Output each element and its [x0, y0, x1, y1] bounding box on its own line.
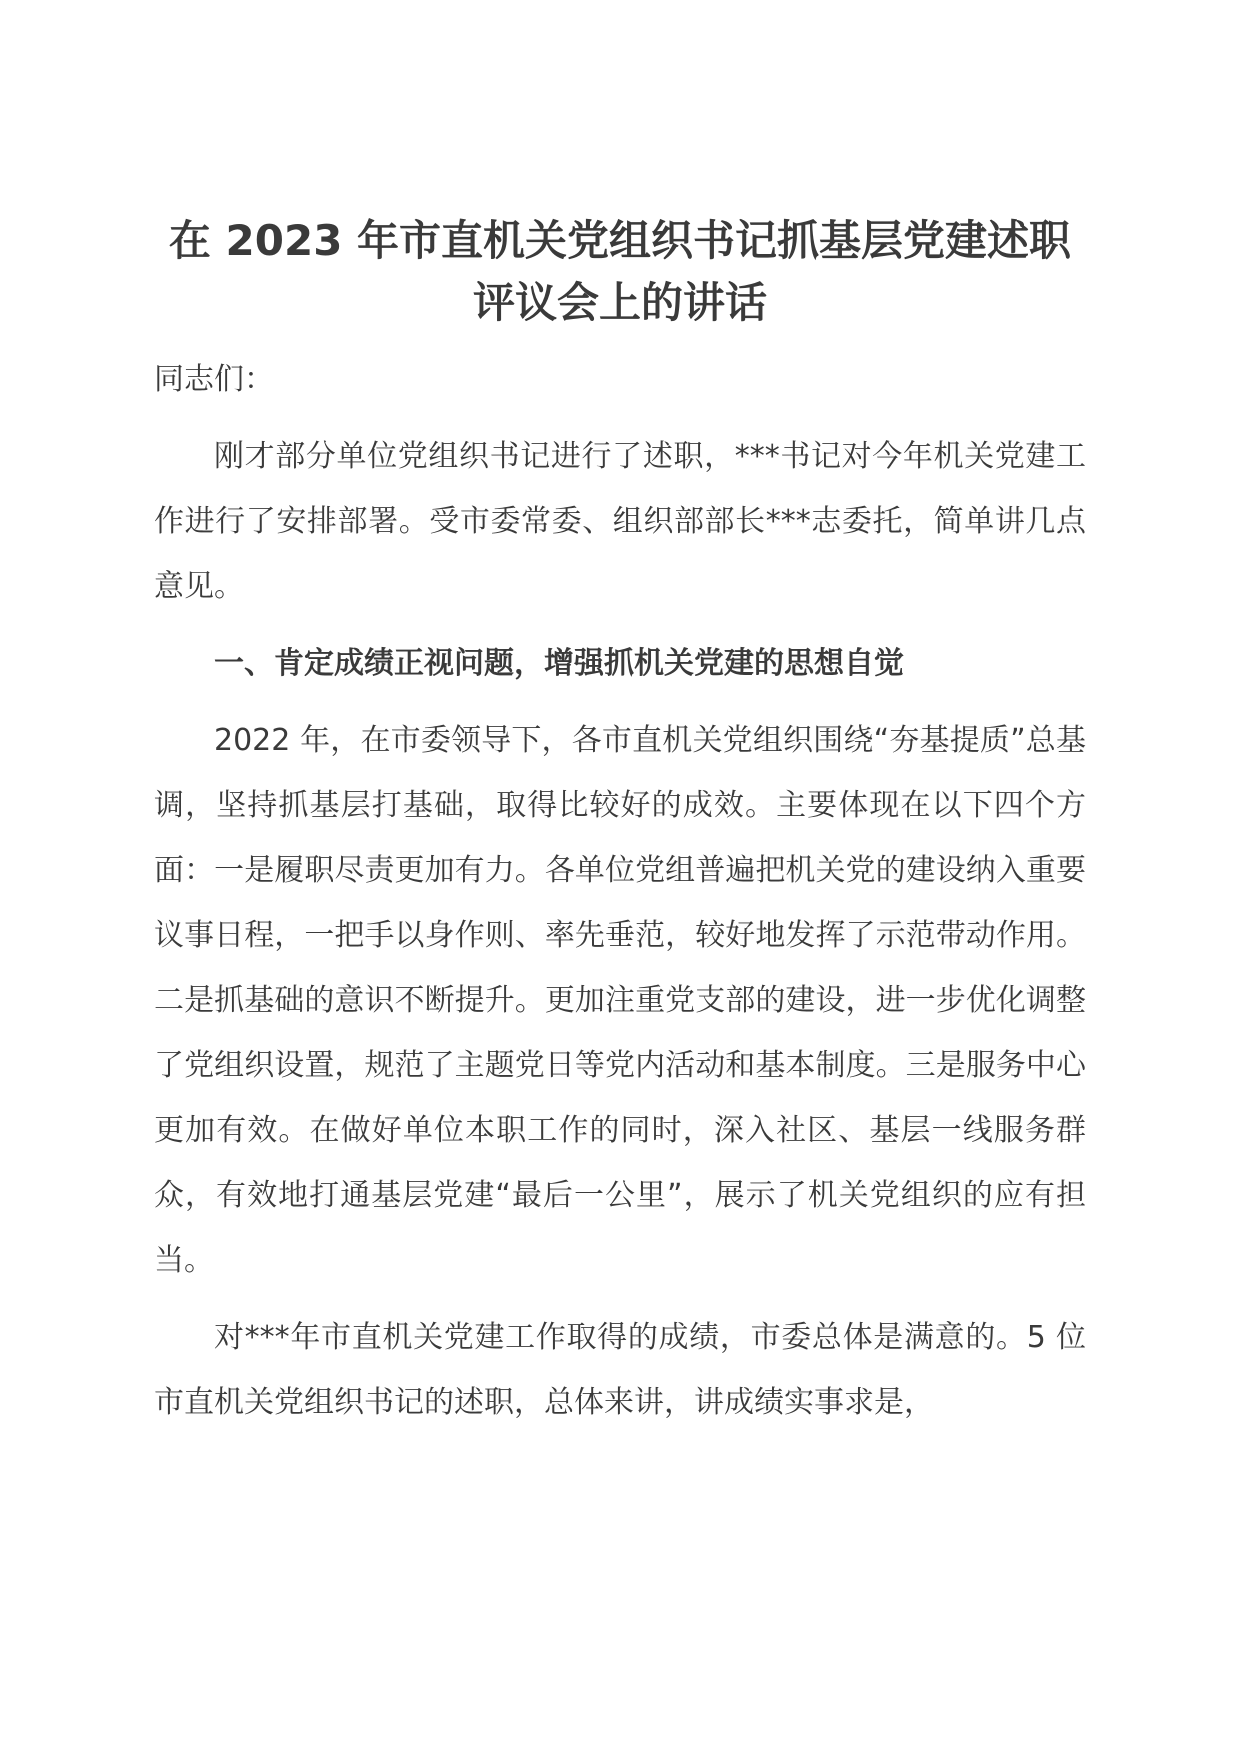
salutation: 同志们： [154, 362, 274, 397]
section-1-paragraph-1: 2022 年，在市委领导下，各市直机关党组织围绕“夯基提质”总基调，坚持抓基层打基础，取得比较好的成效。主要体现在以下四个方面：一是履职尽责更加有力。各单位党组普遍把机关党的建设纳入重要议事日程，一把手以身作则、率先垂范，较好地发挥了示范带动作用。二是抓基础的意识不断提升。更加注重党支部的建设，进一步优化调整了党组织设置，规范了主题党日等党内活动和基本制度。三是服务中心更加有效。在做好单位本职工作的同时，深入社区、基层一线服务群众，有效地打通基层党建“最后一公里”，展示了机关党组织的应有担当。 [154, 723, 1086, 1278]
section-heading-1: 一、肯定成绩正视问题，增强抓机关党建的思想自觉 [214, 646, 904, 681]
document-body [154, 210, 1086, 1435]
intro-paragraph: 刚才部分单位党组织书记进行了述职，***书记对今年机关党建工作进行了安排部署。受市委常委、组织部部长***志委托，简单讲几点意见。 [154, 439, 1086, 604]
section-1-paragraph-2: 对***年市直机关党建工作取得的成绩，市委总体是满意的。5 位市直机关党组织书记的述职，总体来讲，讲成绩实事求是， [154, 1320, 1086, 1420]
document-title: 在 2023 年市直机关党组织书记抓基层党建述职评议会上的讲话 [168, 216, 1072, 327]
